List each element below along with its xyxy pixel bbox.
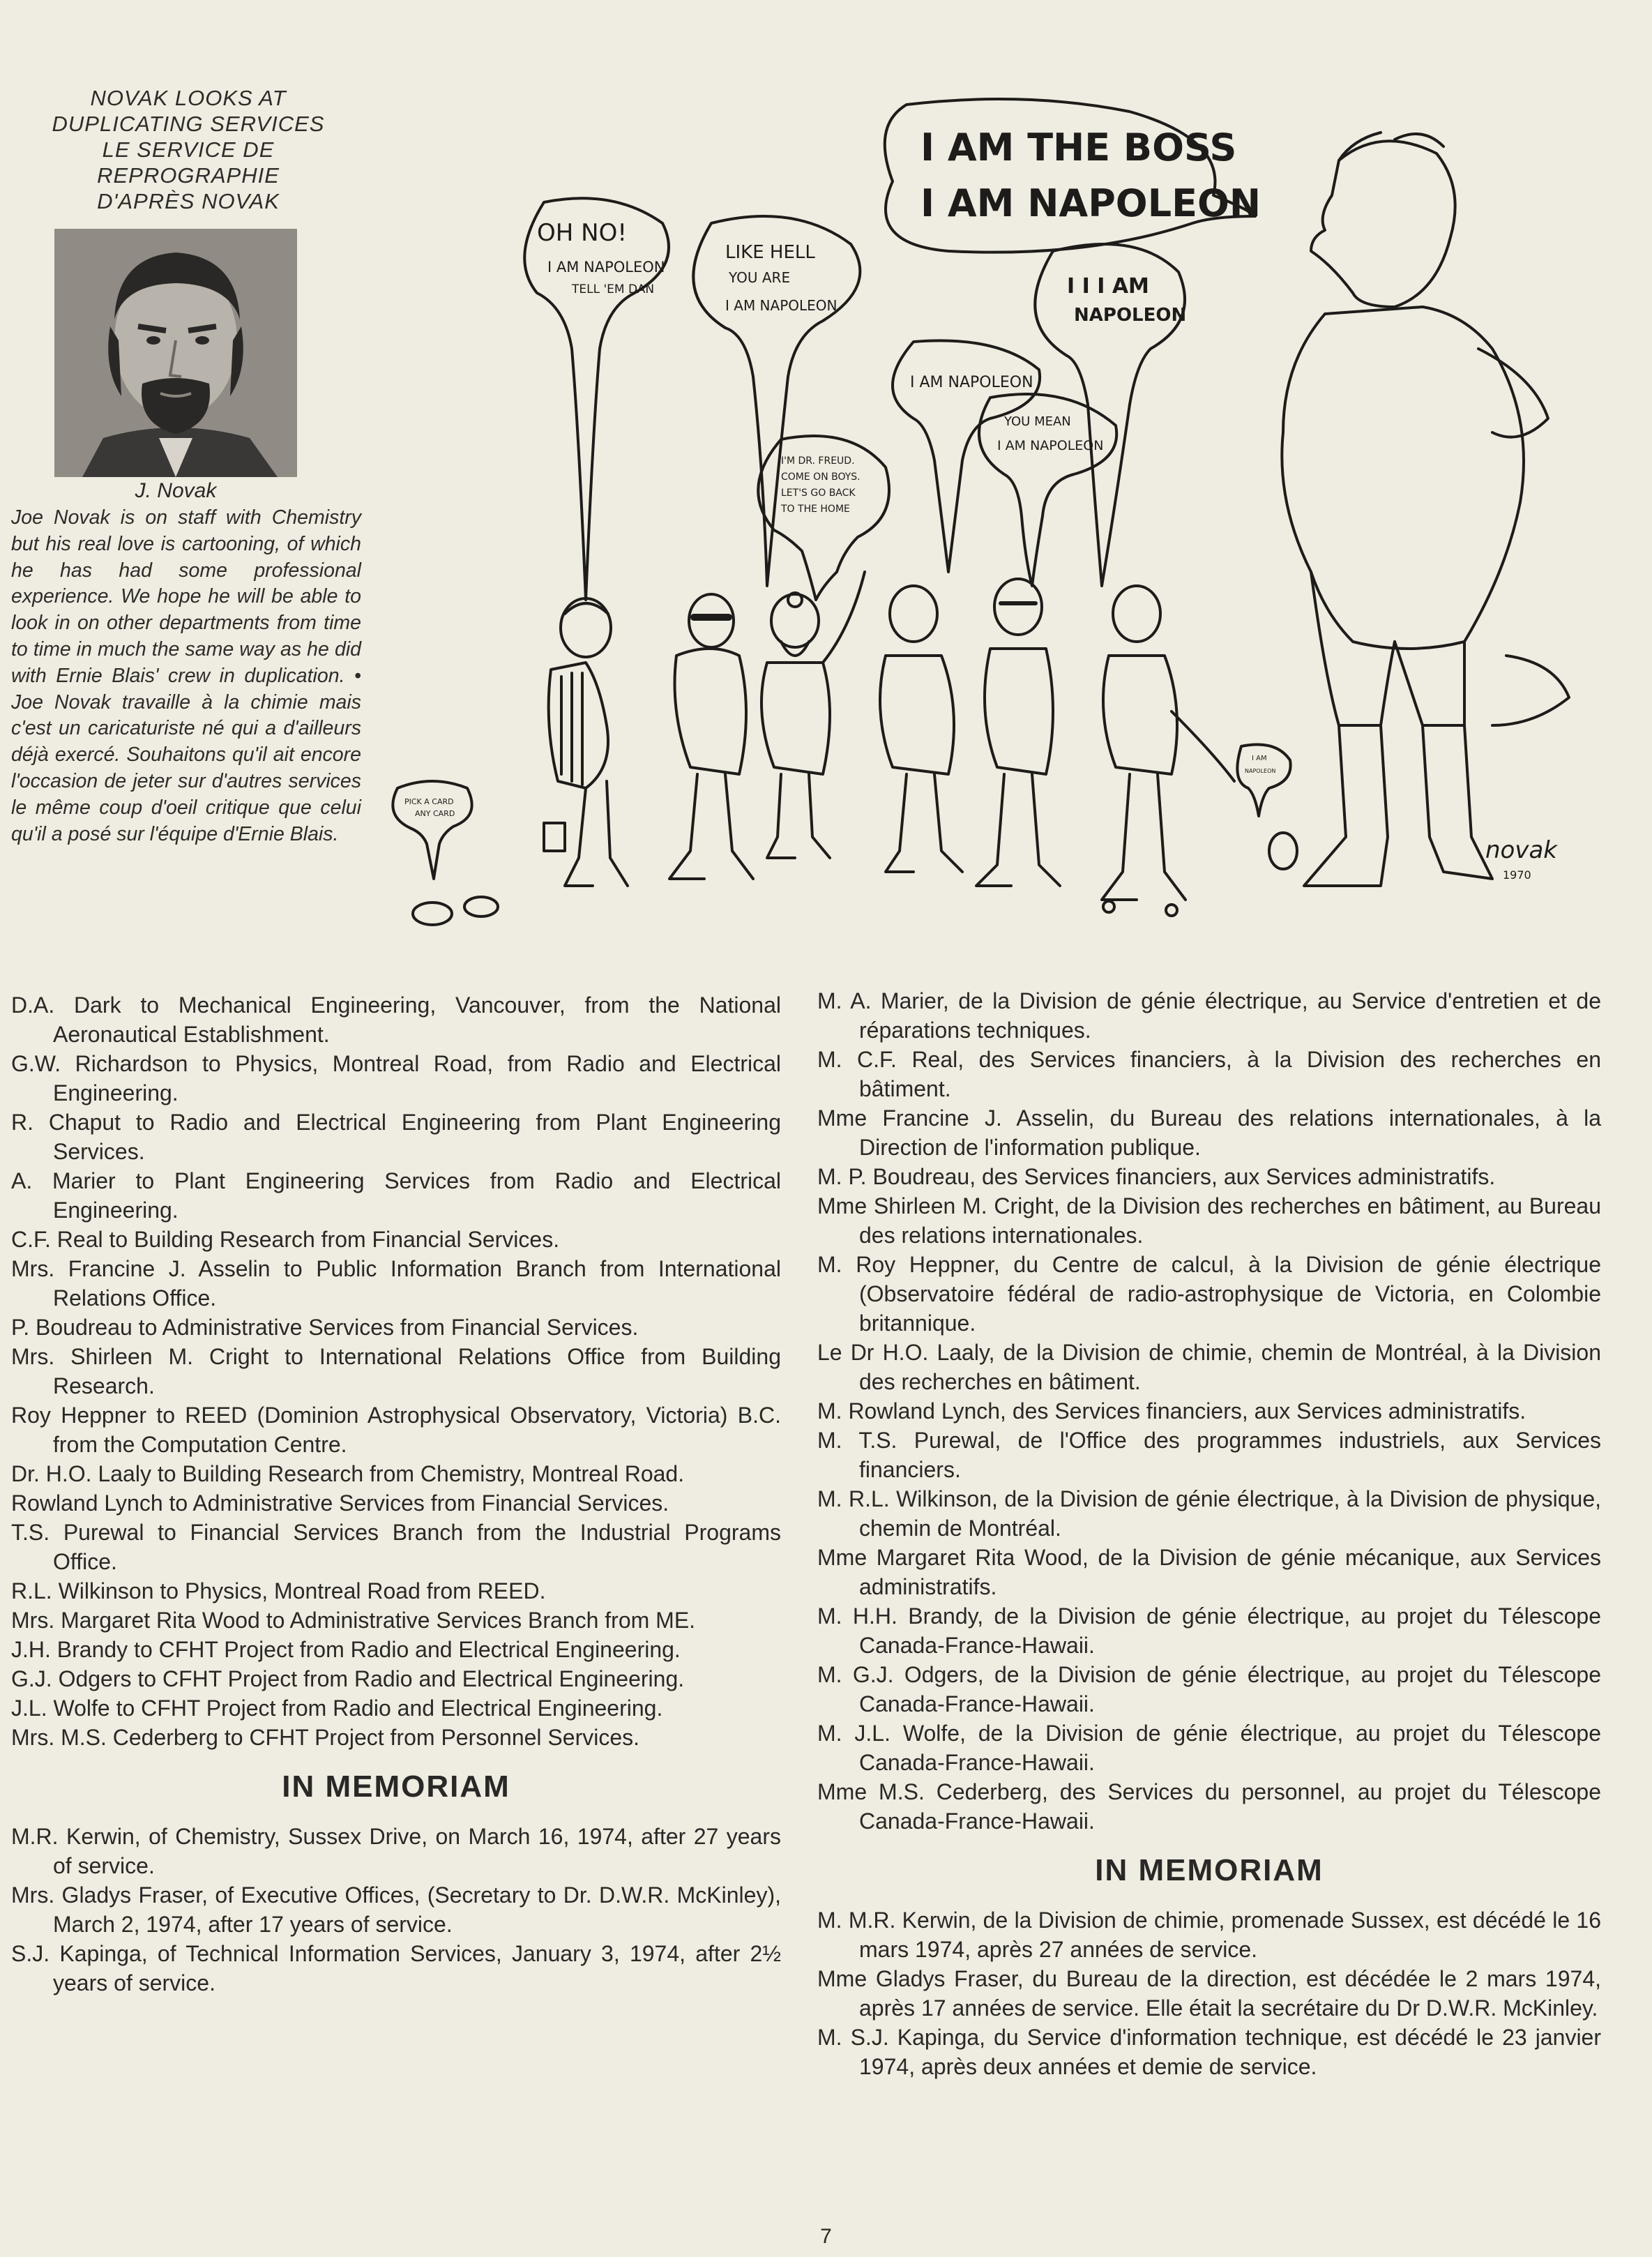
list-item: Mrs. M.S. Cederberg to CFHT Project from Personnel Services. [11,1725,640,1750]
list-item: A. Marier to Plant Engineering Services from Radio and Electrical Engineering. [11,1168,781,1223]
mouse-bubble-line-2: NAPOLEON [1245,768,1276,774]
figure-napoleon-3 [880,586,962,872]
caption-line: DUPLICATING SERVICES [52,112,325,136]
figure-freud [761,572,865,858]
french-column [817,986,1601,2081]
list-item: J.H. Brandy to CFHT Project from Radio and Electrical Engineering. [11,1637,681,1662]
list-item: J.L. Wolfe to CFHT Project from Radio and Electrical Engineering. [11,1696,663,1721]
english-column [11,990,781,1998]
list-item: M. M.R. Kerwin, de la Division de chimie, promenade Sussex, est décédé le 16 mars 1974, après 27 années de service. [817,1908,1601,1962]
like-hell-line-2: YOU ARE [729,269,791,286]
appointments-list-fr [817,986,1601,1836]
memoriam-list-fr [817,1905,1601,2081]
list-item: Mme Margaret Rita Wood, de la Division de génie mécanique, aux Services administratifs. [817,1545,1601,1599]
list-item: M. H.H. Brandy, de la Division de génie électrique, au projet du Télescope Canada-France-Hawaii. [817,1603,1601,1658]
freud-line-3: LET'S GO BACK [781,488,856,499]
boss-line-1: I AM THE BOSS [920,126,1237,169]
caption-line: D'APRÈS NOVAK [97,189,280,213]
list-item: Mme Francine J. Asselin, du Bureau des relations internationales, à la Direction de l'information publique. [817,1105,1601,1160]
mouse-bubble-line-1: I AM [1252,755,1267,762]
list-item: Mme Gladys Fraser, du Bureau de la direction, est décédée le 2 mars 1974, après 17 années de service. Elle était la secrétaire du Dr D.W.R. McKinley. [817,1966,1601,2021]
list-item: M. Rowland Lynch, des Services financiers, aux Services administratifs. [817,1398,1526,1424]
list-item: Mrs. Shirleen M. Cright to International Relations Office from Building Research. [11,1344,781,1398]
list-item: Mrs. Margaret Rita Wood to Administrative Services Branch from ME. [11,1608,696,1633]
list-item: R.L. Wilkinson to Physics, Montreal Road from REED. [11,1578,546,1603]
portrait-photo [54,229,297,477]
list-item: Dr. H.O. Laaly to Building Research from Chemistry, Montreal Road. [11,1461,685,1486]
caption-line: REPROGRAPHIE [97,163,280,188]
list-item: M. R.L. Wilkinson, de la Division de génie électrique, à la Division de physique, chemin de Montréal. [817,1486,1601,1541]
list-item: M. G.J. Odgers, de la Division de génie électrique, au projet du Télescope Canada-France-Hawaii. [817,1662,1601,1716]
signature-year: 1970 [1503,868,1531,882]
list-item: M. S.J. Kapinga, du Service d'information technique, est décédé le 23 janvier 1974, après deux années et demie de service. [817,2025,1601,2079]
oh-no-line-1: OH NO! [537,219,627,247]
list-item: R. Chaput to Radio and Electrical Engineering from Plant Engineering Services. [11,1110,781,1164]
list-item: Le Dr H.O. Laaly, de la Division de chimie, chemin de Montréal, à la Division des recherches en bâtiment. [817,1340,1601,1394]
list-item: G.J. Odgers to CFHT Project from Radio and Electrical Engineering. [11,1666,685,1691]
figure-napoleon-4 [976,579,1060,886]
photo-caption: J. Novak [135,479,217,502]
boss-bubble [885,99,1255,252]
artist-signature: novak [1485,836,1557,864]
list-item: M. C.F. Real, des Services financiers, à la Division des recherches en bâtiment. [817,1047,1601,1101]
freud-line-4: TO THE HOME [781,504,850,515]
like-hell-line-3: I AM NAPOLEON [725,297,838,314]
list-item: P. Boudreau to Administrative Services from Financial Services. [11,1315,639,1340]
list-item: Mrs. Francine J. Asselin to Public Information Branch from International Relations Office. [11,1256,781,1311]
list-item: T.S. Purewal to Financial Services Branch from the Industrial Programs Office. [11,1520,781,1574]
freud-line-1: I'M DR. FREUD. [781,455,855,467]
oh-no-line-3: TELL 'EM DAN [572,282,655,296]
list-item: Mme M.S. Cederberg, des Services du personnel, au projet du Télescope Canada-France-Hawaii. [817,1779,1601,1834]
pick-card-line-2: ANY CARD [415,809,455,818]
you-mean-line-1: YOU MEAN [1004,414,1071,429]
list-item: C.F. Real to Building Research from Financial Services. [11,1227,560,1252]
list-item: Rowland Lynch to Administrative Services from Financial Services. [11,1490,669,1516]
figure-big-napoleon [1282,133,1569,886]
caption-line: LE SERVICE DE [102,137,275,162]
list-item: G.W. Richardson to Physics, Montreal Road, from Radio and Electrical Engineering. [11,1051,781,1105]
like-hell-line-1: LIKE HELL [725,242,815,263]
list-item: Mrs. Gladys Fraser, of Executive Offices, (Secretary to Dr. D.W.R. McKinley), March 2, 1974, after 17 years of service. [11,1882,781,1937]
caption-line: NOVAK LOOKS AT [90,86,287,110]
list-item: Mme Shirleen M. Cright, de la Division des recherches en bâtiment, au Bureau des relations internationales. [817,1193,1601,1248]
oh-no-line-2: I AM NAPOLEON [547,259,665,275]
list-item: M. P. Boudreau, des Services financiers, aux Services administratifs. [817,1164,1496,1189]
page-number: 7 [820,2225,832,2248]
boss-line-2: I AM NAPOLEON [920,181,1261,225]
iii-line-1: I I I AM [1067,274,1149,299]
memoriam-list-en [11,1822,781,1998]
memoriam-heading-fr: IN MEMORIAM [1095,1853,1324,1887]
artist-bio: Joe Novak is on staff with Chemistry but his real love is cartooning, of which he has had some professional experience. We hope he will be able to look in on other departments from time to time in much the same way as he did with Ernie Blais' crew in duplication. • Joe Novak travaille à la chimie mais c'est un caricaturiste né qui a d'ailleurs déjà exercé. Souhaitons qu'il ait encore l'occasion de jeter sur d'autres services le même coup d'oeil critique que celui qu'il a posé sur l'équipe d'Ernie Blais. [11,506,361,845]
you-mean-line-2: I AM NAPOLEON [997,438,1104,453]
list-item: D.A. Dark to Mechanical Engineering, Vancouver, from the National Aeronautical Establishment. [11,992,781,1047]
list-item: S.J. Kapinga, of Technical Information Services, January 3, 1974, after 2½ years of service. [11,1941,781,1995]
iii-line-2: NAPOLEON [1074,305,1187,326]
list-item: M. Roy Heppner, du Centre de calcul, à la Division de génie électrique (Observatoire fédéral de radio-astrophysique de Victoria, en Colombie britannique. [817,1252,1601,1336]
figure-dan [544,598,628,886]
header-caption [28,85,349,214]
freud-line-2: COME ON BOYS. [781,471,861,483]
list-item: M. J.L. Wolfe, de la Division de génie électrique, au projet du Télescope Canada-France-Hawaii. [817,1721,1601,1775]
appointments-list-en [11,990,781,1752]
figure-napoleon-5 [1102,586,1234,916]
figure-sunglasses [669,594,753,879]
list-item: M. A. Marier, de la Division de génie électrique, au Service d'entretien et de réparations techniques. [817,988,1601,1043]
list-item: M.R. Kerwin, of Chemistry, Sussex Drive, on March 16, 1974, after 27 years of service. [11,1824,781,1878]
napoleon-cartoon [377,84,1604,949]
list-item: Roy Heppner to REED (Dominion Astrophysical Observatory, Victoria) B.C. from the Computation Centre. [11,1403,781,1457]
memoriam-heading-en: IN MEMORIAM [282,1769,510,1804]
pick-card-line-1: PICK A CARD [404,797,454,806]
i-napoleon-text: I AM NAPOLEON [910,374,1033,391]
boss-bubble-text [920,126,1261,225]
list-item: M. T.S. Purewal, de l'Office des programmes industriels, aux Services financiers. [817,1428,1601,1482]
